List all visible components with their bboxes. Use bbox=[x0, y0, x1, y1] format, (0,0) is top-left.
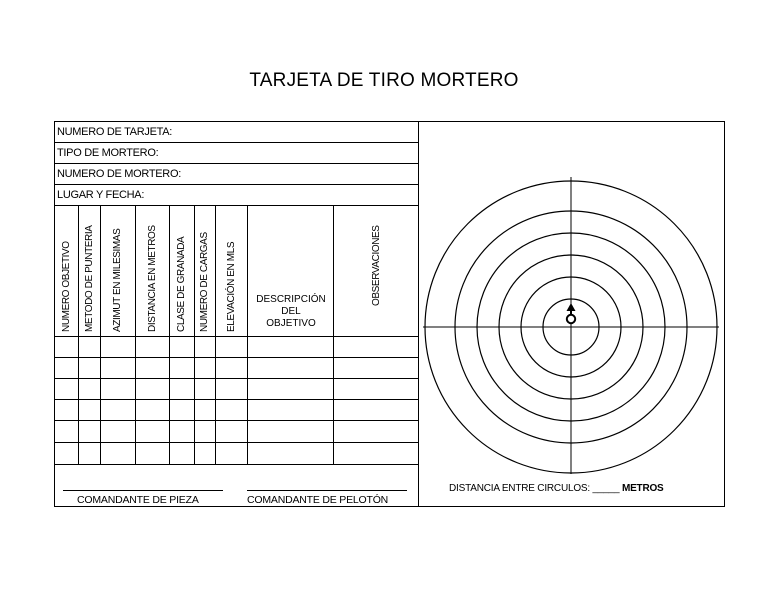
data-table bbox=[55, 122, 419, 506]
firing-card bbox=[54, 121, 725, 507]
target-panel bbox=[419, 122, 724, 506]
mortar-position-icon bbox=[567, 303, 576, 323]
target-grid bbox=[55, 206, 418, 464]
row-divider bbox=[55, 357, 418, 358]
row-divider bbox=[55, 442, 418, 443]
column-header-description: DESCRIPCIÓN DEL OBJETIVO bbox=[256, 294, 326, 329]
column-divider bbox=[169, 206, 170, 464]
row-divider bbox=[55, 336, 418, 337]
column-header-azimuth: AZIMUT EN MILESIMAS bbox=[112, 228, 123, 332]
distance-between-circles: DISTANCIA ENTRE CIRCULOS: _____ METROS bbox=[449, 483, 664, 494]
column-divider bbox=[194, 206, 195, 464]
column-header-elevation: ELEVACIÓN EN MLS bbox=[226, 241, 237, 332]
column-divider bbox=[135, 206, 136, 464]
column-divider bbox=[78, 206, 79, 464]
column-divider bbox=[215, 206, 216, 464]
card-title: TARJETA DE TIRO MORTERO bbox=[249, 70, 519, 91]
column-divider bbox=[247, 206, 248, 464]
field-mortar-number[interactable]: NUMERO DE MORTERO: bbox=[55, 164, 418, 185]
field-mortar-type[interactable]: TIPO DE MORTERO: bbox=[55, 143, 418, 164]
field-place-date[interactable]: LUGAR Y FECHA: bbox=[55, 185, 418, 206]
column-divider bbox=[333, 206, 334, 464]
row-divider bbox=[55, 378, 418, 379]
row-divider bbox=[55, 420, 418, 421]
column-header-charges: NUMERO DE CARGAS bbox=[199, 232, 210, 332]
column-header-target-number: NUMERO OBJETIVO bbox=[61, 241, 72, 332]
column-header-observations: OBSERVACIONES bbox=[371, 225, 382, 306]
column-header-aiming-method: METODO DE PUNTERIA bbox=[84, 225, 95, 332]
signature-line-platoon bbox=[247, 490, 407, 491]
row-divider bbox=[55, 464, 418, 465]
distance-blank[interactable]: _____ bbox=[592, 483, 620, 494]
column-divider bbox=[100, 206, 101, 464]
signature-label-piece: COMANDANTE DE PIEZA bbox=[77, 494, 199, 506]
signature-label-platoon: COMANDANTE DE PELOTÓN bbox=[247, 494, 389, 506]
column-header-distance: DISTANCIA EN METROS bbox=[147, 225, 158, 332]
signature-line-piece bbox=[63, 490, 223, 491]
target-diagram bbox=[419, 122, 724, 506]
field-card-number[interactable]: NUMERO DE TARJETA: bbox=[55, 122, 418, 143]
row-divider bbox=[55, 399, 418, 400]
column-header-grenade-class: CLASE DE GRANADA bbox=[176, 236, 187, 332]
